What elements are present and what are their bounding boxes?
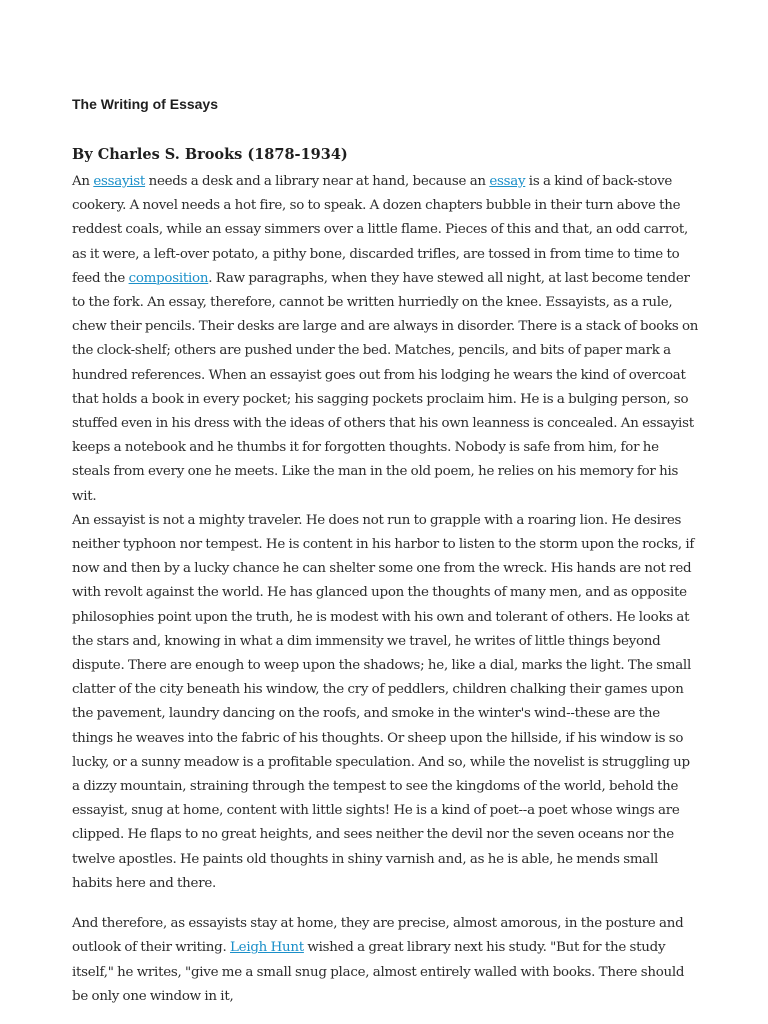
paragraph-text: is a kind of back-stove cookery. A novel needs a hot fire, so to speak. A dozen chapters bubble in their turn above the reddest coals, while an essay simmers over a little flame. Pieces of this and that, an odd carrot, as it were, a left-over potato, a pithy bone, discarded trifles, are tossed in from time to time to feed the	[72, 174, 688, 286]
paragraph-text: needs a desk and a library near at hand, because an	[145, 174, 490, 189]
paragraph-text: wished a great library next his study. "But for the study itself," he writes, "give me a small snug place, almost entirely walled with books. There should be only one window in it,	[72, 940, 685, 1004]
paragraph	[72, 509, 700, 896]
paragraph-text: An essayist is not a mighty traveler. He does not run to grapple with a roaring lion. He desires neither typhoon nor tempest. He is content in his harbor to listen to the storm upon the rocks, if now and then by a lucky chance he can shelter some one from the wreck. His hands are not red with revolt against the world. He has glanced upon the thoughts of many men, and as opposite philosophies point upon the truth, he is modest with his own and tolerant of others. He looks at the stars and, knowing in what a dim immensity we travel, he writes of little things beyond dispute. There are enough to weep upon the shadows; he, like a dial, marks the light. The small clatter of the city beneath his window, the cry of peddlers, children chalking their games upon the pavement, laundry dancing on the roofs, and smoke in the winter's wind--these are the things he weaves into the fabric of his thoughts. Or sheep upon the hillside, if his window is so lucky, or a sunny meadow is a profitable speculation. And so, while the novelist is struggling up a dizzy mountain, straining through the tempest to see the kingdoms of the world, behold the essayist, snug at home, content with little sights! He is a kind of poet--a poet whose wings are clipped. He flaps to no great heights, and sees neither the devil nor the seven oceans nor the twelve apostles. He paints old thoughts in shiny varnish and, as he is able, he mends small habits here and there.	[72, 512, 695, 891]
author-byline: By Charles S. Brooks (1878-1934)	[72, 146, 348, 163]
link-leigh-hunt[interactable]: Leigh Hunt	[230, 940, 304, 956]
link-composition[interactable]: composition	[128, 270, 209, 286]
link-essayist[interactable]: essayist	[93, 174, 146, 189]
essay-body	[72, 170, 700, 1009]
paragraph-text: And therefore, as essayists stay at home, they are precise, almost amorous, in the posture and outlook of their writing.	[72, 916, 684, 956]
paragraph-text: An	[72, 174, 94, 189]
paragraph	[72, 170, 700, 509]
document-title: The Writing of Essays	[72, 96, 218, 112]
paragraph	[72, 912, 700, 1009]
paragraph-text: . Raw paragraphs, when they have stewed all night, at last become tender to the fork. An essay, therefore, cannot be written hurriedly on the knee. Essayists, as a rule, chew their pencils. Their desks are large and are always in disorder. There is a stack of books on the clock-shelf; others are pushed under the bed. Matches, pencils, and bits of paper mark a hundred references. When an essayist goes out from his lodging he wears the kind of overcoat that holds a book in every pocket; his sagging pockets proclaim him. He is a bulging person, so stuffed even in his dress with the ideas of others that his own leanness is concealed. An essayist keeps a notebook and he thumbs it for forgotten thoughts. Nobody is safe from him, for he steals from every one he meets. Like the man in the old poem, he relies on his memory for his wit.	[72, 270, 699, 504]
link-essay[interactable]: essay	[489, 174, 526, 189]
